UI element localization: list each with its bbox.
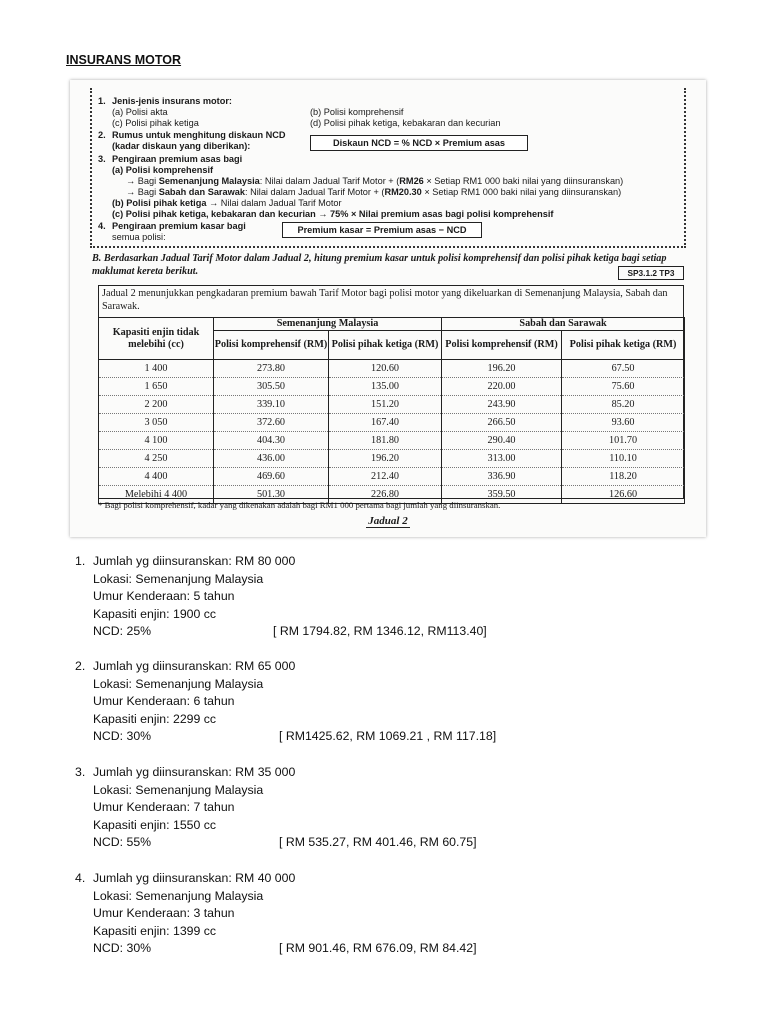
cell: 404.30 [214,432,329,450]
table-row [99,396,685,414]
engine-capacity: Kapasiti enjin: 1900 cc [93,606,217,621]
cell: 266.50 [442,414,562,432]
col-sm-comprehensive: Polisi komprehensif (RM) [214,331,329,360]
text-3c: → 75% × Nilai premium asas bagi polisi komprehensif [315,209,554,219]
answer-key: [ RM 1794.82, RM 1346.12, RM113.40] [273,624,487,638]
cell: 336.90 [442,468,562,486]
summary-item-1d: (d) Polisi pihak ketiga, kebakaran dan kecurian [310,118,501,128]
location: Lokasi: Semenanjung Malaysia [93,676,264,691]
location: Lokasi: Semenanjung Malaysia [93,888,264,903]
table-caption [70,515,706,527]
vehicle-age: Umur Kenderaan: 6 tahun [93,694,235,708]
question-number: 2. [75,659,86,673]
col-engine-capacity: Kapasiti enjin tidak melebihi (cc) [99,318,214,360]
question-number: 1. [75,554,86,568]
cell: 436.00 [214,450,329,468]
question-number: 4. [75,871,86,885]
cell: 126.60 [562,486,685,504]
summary-item-3c [112,209,553,219]
cell: 135.00 [329,378,442,396]
text-3b: → Nilai dalam Jadual Tarif Motor [206,198,342,208]
group-semenanjung: Semenanjung Malaysia [214,318,442,331]
col-ss-comprehensive: Polisi komprehensif (RM) [442,331,562,360]
table-row [99,378,685,396]
answer-key: [ RM 901.46, RM 676.09, RM 84.42] [279,941,477,955]
question-1 [75,553,675,641]
cell: Melebihi 4 400 [99,486,214,504]
summary-item-3a: (a) Polisi komprehensif [112,165,214,175]
location: Lokasi: Semenanjung Malaysia [93,571,264,586]
question-number: 3. [75,765,86,779]
question-2 [75,658,675,746]
table-row [99,450,685,468]
summary-item-3b [112,198,342,208]
table-row [99,432,685,450]
insured-amount: Jumlah yg diinsuranskan: RM 40 000 [93,871,296,885]
cell: 3 050 [99,414,214,432]
cell: 313.00 [442,450,562,468]
rate-rm26: RM26 [399,176,424,186]
page-title: INSURANS MOTOR [66,53,182,67]
tariff-table [98,317,685,504]
cell: 243.90 [442,396,562,414]
cell: 1 400 [99,360,214,378]
cell: 196.20 [442,360,562,378]
answer-key: [ RM1425.62, RM 1069.21 , RM 117.18] [279,729,497,743]
cell: 151.20 [329,396,442,414]
engine-capacity: Kapasiti enjin: 1399 cc [93,923,217,938]
textbook-scan [70,80,706,537]
cell: 120.60 [329,360,442,378]
cell: 196.20 [329,450,442,468]
ncd-value: NCD: 55% [93,835,152,849]
cell: 75.60 [562,378,685,396]
cell: 181.80 [329,432,442,450]
label-3c: (c) Polisi pihak ketiga, kebakaran dan kecurian [112,209,316,219]
ncd-row [93,834,675,852]
rule-text: : Nilai dalam Jadual Tarif Motor + ( [259,176,400,186]
group-sabah-sarawak: Sabah dan Sarawak [442,318,685,331]
table-footnote: * Bagi polisi komprehensif, kadar yang dikenakan adalah bagi RM1 000 pertama bagi jumlah yang diinsuranskan. [98,500,501,510]
insured-amount: Jumlah yg diinsuranskan: RM 80 000 [93,554,296,568]
ncd-value: NCD: 25% [93,624,152,638]
rule-text-end: × Setiap RM1 000 baki nilai yang diinsuranskan) [421,187,622,197]
answer-key: [ RM 535.27, RM 401.46, RM 60.75] [279,835,477,849]
summary-item-3-num: 3. [98,154,106,164]
cell: 110.10 [562,450,685,468]
summary-item-4-num: 4. [98,221,106,231]
summary-item-1-num: 1. [98,96,106,106]
summary-item-1c: (c) Polisi pihak ketiga [112,118,199,128]
summary-item-2-title: Rumus untuk menghitung diskaun NCD [112,130,286,140]
vehicle-age: Umur Kenderaan: 7 tahun [93,800,235,814]
region-semenanjung: Semenanjung Malaysia [158,176,260,186]
cell: 469.60 [214,468,329,486]
question-3 [75,764,675,852]
table-row [99,360,685,378]
summary-item-1-title: Jenis-jenis insurans motor: [112,96,232,106]
summary-item-4-title: Pengiraan premium kasar bagi [112,221,246,231]
formula-summary-box [90,88,686,248]
section-b-question: B. Berdasarkan Jadual Tarif Motor dalam Jadual 2, hitung premium kasar untuk polisi komprehensif dan polisi pihak ketiga bagi setiap maklumat kereta berikut. [92,253,667,277]
rule-text: : Nilai dalam Jadual Tarif Motor + ( [245,187,385,197]
table-intro-text: Jadual 2 menunjukkan pengkadaran premium bawah Tarif Motor bagi polisi motor yang dikeluarkan di Semenanjung Malaysia, Sabah dan Sarawak. [102,288,668,312]
insured-amount: Jumlah yg diinsuranskan: RM 35 000 [93,765,296,779]
sp-tp-tag: SP3.1.2 TP3 [618,266,684,280]
cell: 4 250 [99,450,214,468]
region-sabah-sarawak: Sabah dan Sarawak [158,187,245,197]
cell: 85.20 [562,396,685,414]
cell: 67.50 [562,360,685,378]
cell: 339.10 [214,396,329,414]
rule-text-end: × Setiap RM1 000 baki nilai yang diinsuranskan) [423,176,624,186]
cell: 4 100 [99,432,214,450]
label-3b: (b) Polisi pihak ketiga [112,198,207,208]
cell: 167.40 [329,414,442,432]
cell: 226.80 [329,486,442,504]
cell: 290.40 [442,432,562,450]
summary-item-3a-sabah [126,187,621,197]
cell: 212.40 [329,468,442,486]
cell: 118.20 [562,468,685,486]
cell: 220.00 [442,378,562,396]
cell: 93.60 [562,414,685,432]
summary-item-3-title: Pengiraan premium asas bagi [112,154,243,164]
cell: 273.80 [214,360,329,378]
question-4 [75,870,675,958]
cell: 1 650 [99,378,214,396]
summary-item-4-sub: semua polisi: [112,232,166,242]
vehicle-age: Umur Kenderaan: 5 tahun [93,589,235,603]
summary-item-1a: (a) Polisi akta [112,107,168,117]
summary-item-2-num: 2. [98,130,106,140]
engine-capacity: Kapasiti enjin: 1550 cc [93,817,217,832]
cell: 359.50 [442,486,562,504]
col-sm-third-party: Polisi pihak ketiga (RM) [329,331,442,360]
location: Lokasi: Semenanjung Malaysia [93,782,264,797]
ncd-formula-box: Diskaun NCD = % NCD × Premium asas [310,135,528,151]
cell: 101.70 [562,432,685,450]
cell: 501.30 [214,486,329,504]
table-row [99,468,685,486]
cell: 305.50 [214,378,329,396]
rate-rm20-30: RM20.30 [384,187,422,197]
ncd-row [93,728,675,746]
premium-formula-box: Premium kasar = Premium asas − NCD [282,222,482,238]
cell: 372.60 [214,414,329,432]
table-row [99,414,685,432]
engine-capacity: Kapasiti enjin: 2299 cc [93,711,217,726]
ncd-row [93,623,675,641]
summary-item-3a-peninsular [126,176,623,186]
arrow-bagi: → Bagi [126,176,159,186]
ncd-value: NCD: 30% [93,941,152,955]
vehicle-age: Umur Kenderaan: 3 tahun [93,906,235,920]
summary-item-1b: (b) Polisi komprehensif [310,107,404,117]
ncd-row [93,940,675,958]
ncd-value: NCD: 30% [93,729,152,743]
cell: 2 200 [99,396,214,414]
arrow-bagi: → Bagi [126,187,159,197]
summary-item-2-sub: (kadar diskaun yang diberikan): [112,141,251,151]
insured-amount: Jumlah yg diinsuranskan: RM 65 000 [93,659,296,673]
col-ss-third-party: Polisi pihak ketiga (RM) [562,331,685,360]
caption-text: Jadual 2 [368,515,408,527]
cell: 4 400 [99,468,214,486]
